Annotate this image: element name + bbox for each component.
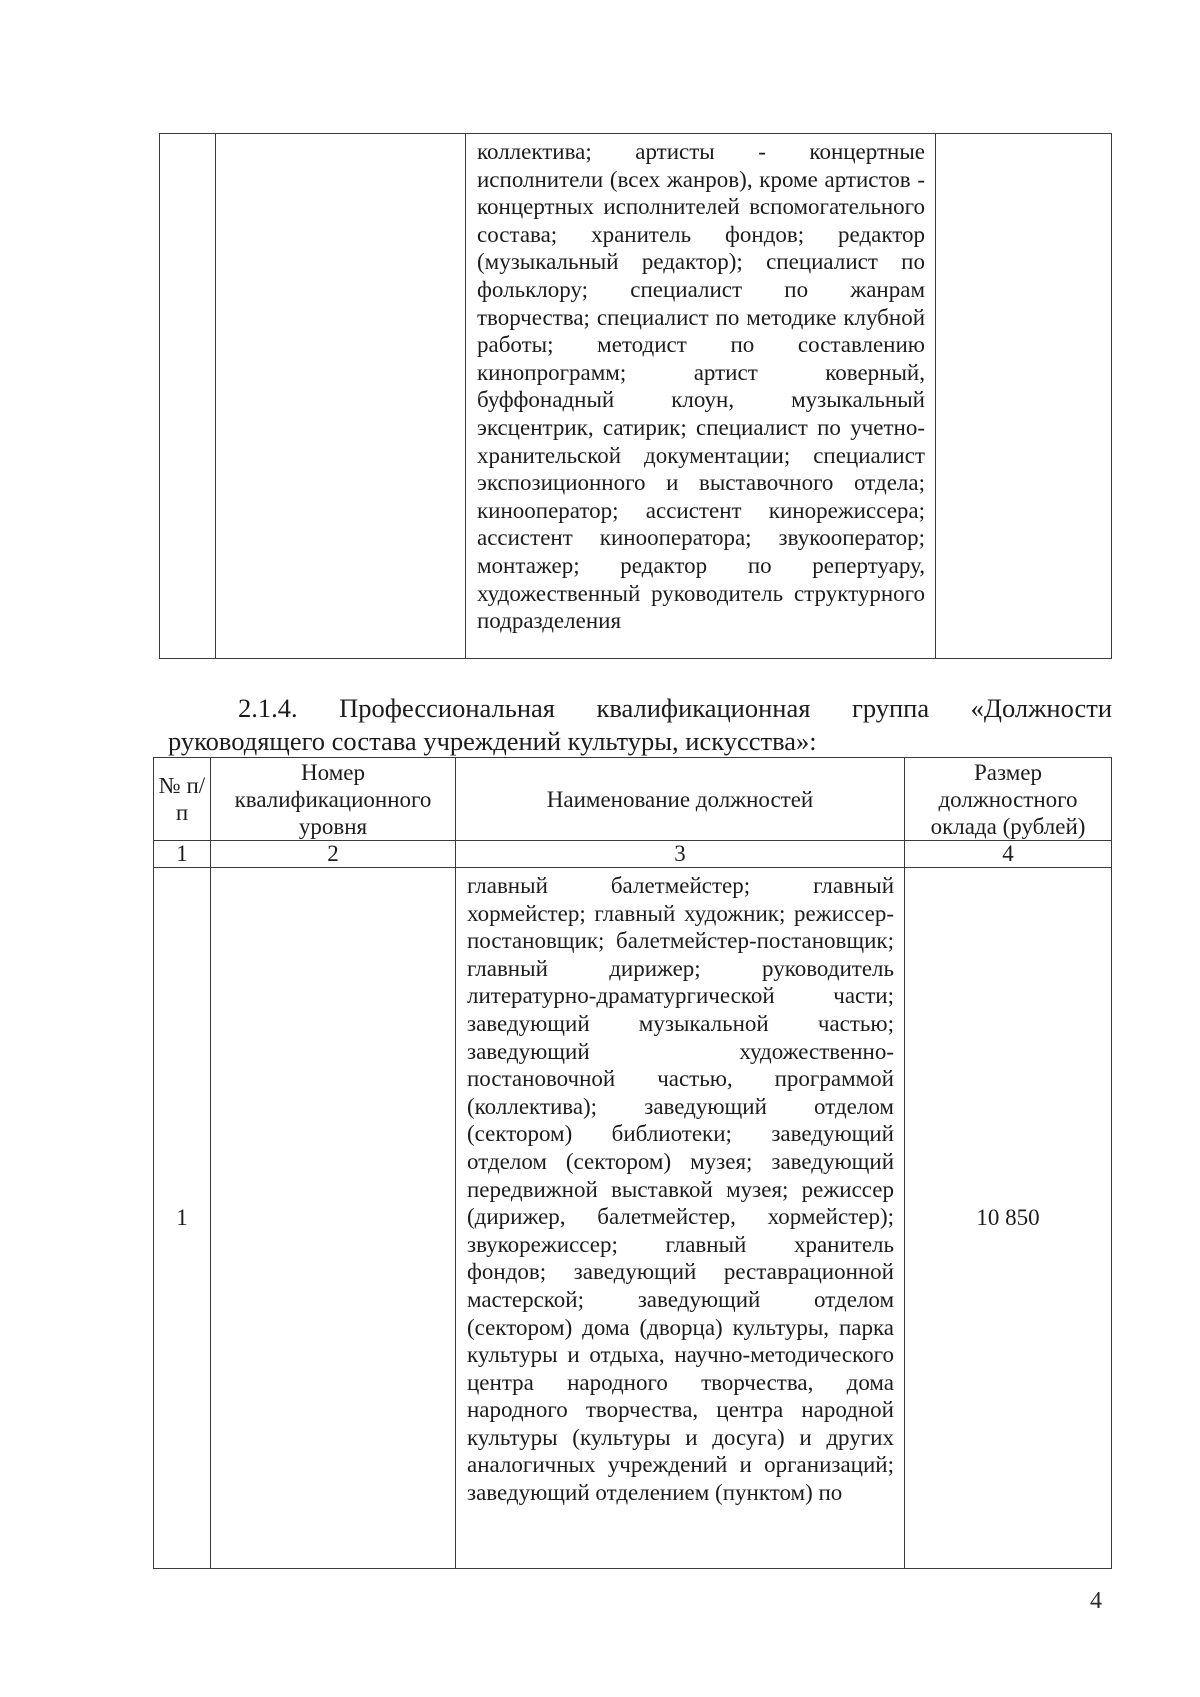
cell-positions <box>456 868 905 1569</box>
header-salary: Размер должностного оклада (рублей) <box>905 758 1112 841</box>
section-heading: 2.1.4. Профессиональная квалификационная группа «Должности руководящего состава учреждений культуры, искусства»: <box>168 693 1112 756</box>
page-number: 4 <box>1090 1588 1102 1614</box>
column-number-2: 2 <box>211 841 456 868</box>
table-row <box>160 134 1112 659</box>
column-number-3: 3 <box>456 841 905 868</box>
header-level: Номер квалификационного уровня <box>211 758 456 841</box>
cell-index: 1 <box>154 868 211 1569</box>
cell-positions <box>466 134 936 659</box>
table-row <box>154 868 1112 1569</box>
column-number-row <box>154 841 1112 868</box>
positions-text: коллектива; артисты - концертные исполнители (всех жанров), кроме артистов - концертных исполнителей вспомогательного состава; хранитель фондов; редактор (музыкальный редактор); специалист по фольклору; специалист по жанрам творчества; специалист по методике клубной работы; методист по составлению кинопрограмм; артист коверный, буффонадный клоун, музыкальный эксцентрик, сатирик; специалист по учетно-хранительской документации; специалист экспозиционного и выставочного отдела; кинооператор; ассистент кинорежиссера; ассистент кинооператора; звукооператор; монтажер; редактор по репертуару, художественный руководитель структурного подразделения <box>477 139 925 634</box>
cell-level <box>211 868 456 1569</box>
cell-salary <box>936 134 1112 659</box>
positions-table <box>153 757 1112 1569</box>
column-number-4: 4 <box>905 841 1112 868</box>
continued-table <box>159 133 1112 659</box>
column-number-1: 1 <box>154 841 211 868</box>
cell-index <box>160 134 216 659</box>
cell-salary: 10 850 <box>905 868 1112 1569</box>
table-header-row <box>154 758 1112 841</box>
header-index: № п/п <box>154 758 211 841</box>
cell-level <box>216 134 466 659</box>
positions-text: главный балетмейстер; главный хормейстер; главный художник; режиссер-постановщик; балетмейстер-постановщик; главный дирижер; руководитель литературно-драматургической части; заведующий музыкальной частью; заведующий художественно-постановочной частью, программой (коллектива); заведующий отделом (сектором) библиотеки; заведующий отделом (сектором) музея; заведующий передвижной выставкой музея; режиссер (дирижер, балетмейстер, хормейстер); звукорежиссер; главный хранитель фондов; заведующий реставрационной мастерской; заведующий отделом (сектором) дома (дворца) культуры, парка культуры и отдыха, научно-методического центра народного творчества, дома народного творчества, центра народной культуры (культуры и досуга) и других аналогичных учреждений и организаций; заведующий отделением (пунктом) по <box>467 873 894 1506</box>
header-positions: Наименование должностей <box>456 758 905 841</box>
